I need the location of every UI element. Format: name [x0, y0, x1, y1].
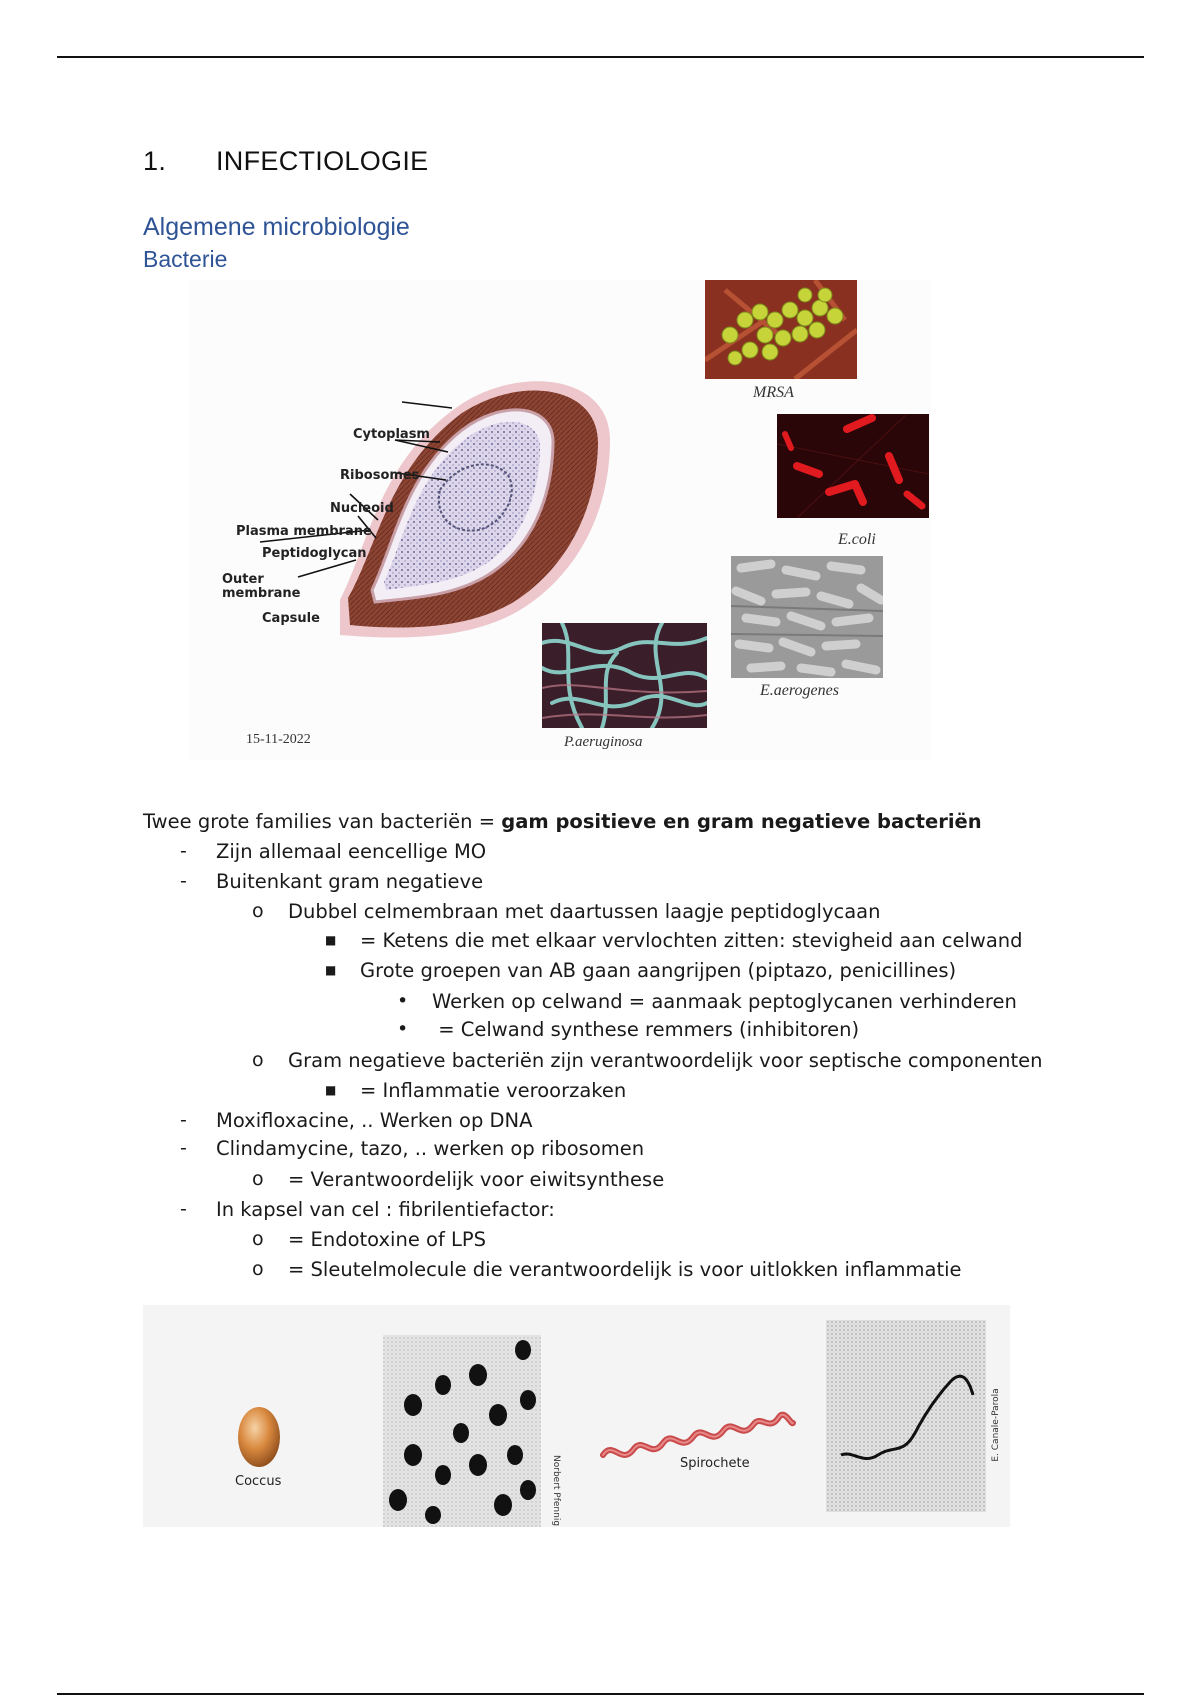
- header-rule: [57, 56, 1144, 58]
- caption-paeruginosa: P.aeruginosa: [564, 734, 643, 750]
- label-ribosomes: Ribosomes: [340, 468, 420, 483]
- cytoplasm-leader: [402, 402, 452, 408]
- intro-plain: Twee grote families van bacteriën =: [143, 810, 502, 833]
- credit-1: Norbert Pfennig: [551, 1455, 561, 1527]
- chapter-heading: [143, 146, 428, 177]
- spirochete-cell: [603, 1415, 793, 1455]
- list-item: In kapsel van cel : fibrilentiefactor:: [216, 1198, 555, 1221]
- bacteria-figure: [190, 280, 930, 760]
- square-marker: ■: [325, 1083, 337, 1097]
- label-plasma-membrane: Plasma membrane: [236, 524, 372, 539]
- caption-mrsa: MRSA: [753, 384, 794, 401]
- circle-marker: o: [252, 1049, 264, 1071]
- list-item: Zijn allemaal eencellige MO: [216, 840, 487, 863]
- eaerogenes-micrograph: [731, 556, 883, 678]
- intro-line: [143, 810, 982, 833]
- label-nucleoid: Nucleoid: [330, 501, 394, 516]
- caption-ecoli: E.coli: [838, 531, 876, 548]
- list-item: Gram negatieve bacteriën zijn verantwoordelijk voor septische componenten: [288, 1049, 1043, 1072]
- list-item: = Celwand synthese remmers (inhibitoren): [432, 1018, 860, 1041]
- label-cytoplasm: Cytoplasm: [353, 427, 430, 442]
- coccus-cell: [238, 1407, 280, 1467]
- dash-marker: -: [180, 840, 187, 862]
- label-peptidoglycan: Peptidoglycan: [262, 546, 367, 561]
- figure-date: 15-11-2022: [246, 732, 311, 747]
- label-outer-membrane: Outer membrane: [222, 572, 301, 601]
- list-item: Clindamycine, tazo, .. werken op ribosomen: [216, 1137, 645, 1160]
- dash-marker: -: [180, 1198, 187, 1220]
- dash-marker: -: [180, 1137, 187, 1159]
- credit-2: E. Canale-Parola: [991, 1388, 1001, 1462]
- circle-marker: o: [252, 1258, 264, 1280]
- dash-marker: -: [180, 1109, 187, 1131]
- label-capsule: Capsule: [262, 611, 320, 626]
- list-item: = Ketens die met elkaar vervlochten zitten: stevigheid aan celwand: [360, 929, 1023, 952]
- spirochete-micrograph: [826, 1320, 986, 1512]
- square-marker: ■: [325, 963, 337, 977]
- list-item: = Verantwoordelijk voor eiwitsynthese: [288, 1168, 665, 1191]
- footer-rule: [57, 1693, 1144, 1695]
- list-item: Werken op celwand = aanmaak peptoglycanen verhinderen: [432, 990, 1017, 1013]
- circle-marker: o: [252, 1168, 264, 1190]
- square-marker: ■: [325, 933, 337, 947]
- dash-marker: -: [180, 870, 187, 892]
- list-item: = Sleutelmolecule die verantwoordelijk is voor uitlokken inflammatie: [288, 1258, 962, 1281]
- bullet-marker: •: [397, 990, 409, 1012]
- subsection-heading: Bacterie: [143, 246, 228, 272]
- shapes-illustration: [143, 1305, 1010, 1527]
- bullet-marker: •: [397, 1018, 409, 1040]
- list-item: Dubbel celmembraan met daartussen laagje peptidoglycaan: [288, 900, 881, 923]
- list-item: Grote groepen van AB gaan aangrijpen (piptazo, penicillines): [360, 959, 957, 982]
- coccus-label: Coccus: [235, 1474, 282, 1489]
- circle-marker: o: [252, 900, 264, 922]
- list-item: Buitenkant gram negatieve: [216, 870, 484, 893]
- intro-bold: gam positieve en gram negatieve bacteriën: [501, 810, 982, 833]
- caption-eaerogenes: E.aerogenes: [760, 682, 839, 699]
- list-item: = Endotoxine of LPS: [288, 1228, 487, 1251]
- list-item: Moxifloxacine, .. Werken op DNA: [216, 1109, 533, 1132]
- chapter-title: INFECTIOLOGIE: [216, 146, 429, 176]
- section-heading: Algemene microbiologie: [143, 213, 410, 241]
- ecoli-micrograph: [777, 414, 929, 518]
- spirochete-label: Spirochete: [680, 1456, 750, 1471]
- mrsa-micrograph: [705, 280, 857, 379]
- list-item: = Inflammatie veroorzaken: [360, 1079, 627, 1102]
- circle-marker: o: [252, 1228, 264, 1250]
- chapter-number: 1.: [143, 146, 167, 176]
- paeruginosa-micrograph: [542, 623, 707, 728]
- bacteria-shapes-figure: [143, 1305, 1010, 1527]
